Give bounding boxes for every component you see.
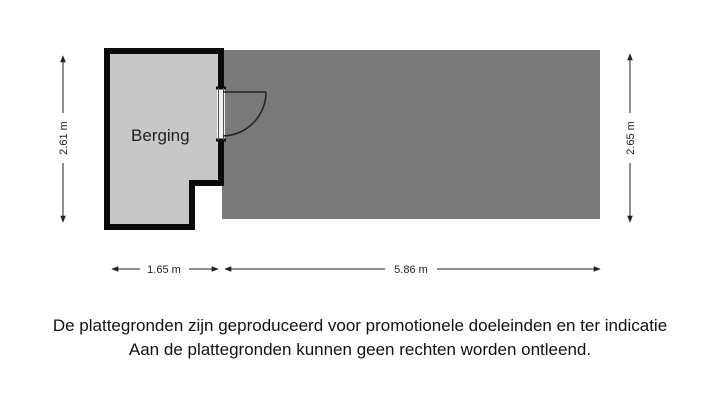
disclaimer-line-2: Aan de plattegronden kunnen geen rechten worden ontleend. <box>128 340 592 359</box>
dim-label-left: 2.61 m <box>58 121 70 155</box>
outdoor-area <box>222 50 600 219</box>
dim-label-bottom-right: 5.86 m <box>394 264 428 276</box>
dim-label-bottom-left: 1.65 m <box>147 264 181 276</box>
dim-label-right: 2.65 m <box>625 121 637 155</box>
disclaimer-line-1: De plattegronden zijn geproduceerd voor promotionele doeleinden en ter indicatie <box>52 316 668 335</box>
room-label: Berging <box>131 126 190 145</box>
